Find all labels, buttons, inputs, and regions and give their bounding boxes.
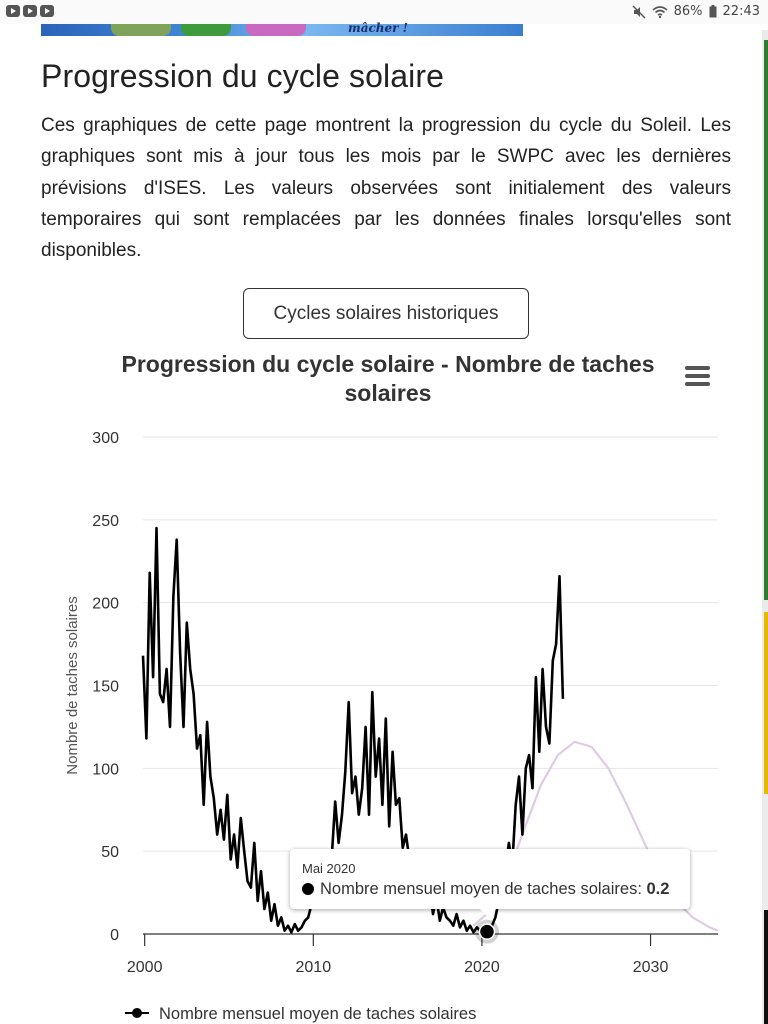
- data-tooltip: [290, 849, 690, 909]
- banner-text: mâcher !: [348, 21, 408, 35]
- wifi-icon: [652, 5, 668, 19]
- battery-percent: 86%: [673, 4, 703, 19]
- x-tick-label: 2000: [126, 959, 163, 976]
- y-tick-label: 300: [92, 430, 119, 447]
- banner-image: [246, 24, 306, 36]
- legend-label: Nombre mensuel moyen de taches solaires: [159, 1005, 477, 1023]
- y-axis-title: Nombre de taches solaires: [64, 596, 81, 775]
- tooltip-caret: [479, 908, 497, 917]
- chart-legend-item[interactable]: [125, 1005, 476, 1024]
- ad-banner[interactable]: [41, 21, 523, 36]
- y-tick-label: 0: [110, 927, 119, 944]
- legend-symbol: [125, 1006, 149, 1020]
- youtube-icon: [23, 5, 37, 17]
- mute-icon: [632, 5, 646, 19]
- youtube-icon: [6, 5, 20, 17]
- y-tick-label: 50: [101, 844, 119, 862]
- battery-icon: [709, 5, 717, 18]
- notification-icons: [6, 5, 54, 17]
- x-tick-label: 2030: [632, 959, 669, 976]
- clock: 22:43: [722, 4, 760, 19]
- edge-marker: [764, 40, 768, 600]
- tooltip-series-dot: [302, 883, 314, 895]
- x-tick-label: 2020: [464, 959, 500, 976]
- tooltip-label: Nombre mensuel moyen de taches solaires:: [320, 880, 642, 898]
- tooltip-value: 0.2: [646, 880, 670, 898]
- banner-image: [111, 24, 171, 36]
- youtube-icon: [40, 5, 54, 17]
- y-tick-label: 150: [92, 678, 119, 696]
- intro-paragraph: Ces graphiques de cette page montrent la progression du cycle du Soleil. Les graphiques sont mis à jour tous les mois par le SWPC avec les dernières prévisions d'ISES. Les valeurs observées sont initialement des valeurs temporaires qui sont remplacées par les données finales lorsqu'elles sont disponibles.: [41, 115, 731, 262]
- banner-image: [181, 24, 231, 36]
- y-tick-label: 100: [92, 761, 119, 779]
- y-tick-label: 250: [92, 512, 119, 530]
- y-tick-label: 200: [92, 595, 119, 613]
- tooltip-row: [302, 880, 669, 899]
- chart-title: Progression du cycle solaire - Nombre de taches solaires: [121, 351, 655, 406]
- x-tick-label: 2010: [295, 959, 332, 976]
- historical-cycles-button[interactable]: Cycles solaires historiques: [243, 288, 529, 339]
- grid-lines: [143, 437, 718, 851]
- sunspot-chart: [0, 420, 762, 1020]
- edge-marker: [764, 910, 768, 1024]
- highlighted-point: [479, 924, 494, 939]
- tooltip-date: Mai 2020: [302, 861, 356, 876]
- edge-marker: [764, 612, 768, 794]
- chart-menu-icon[interactable]: [680, 360, 714, 394]
- page-title: Progression du cycle solaire: [41, 58, 444, 94]
- system-icons: [632, 4, 760, 19]
